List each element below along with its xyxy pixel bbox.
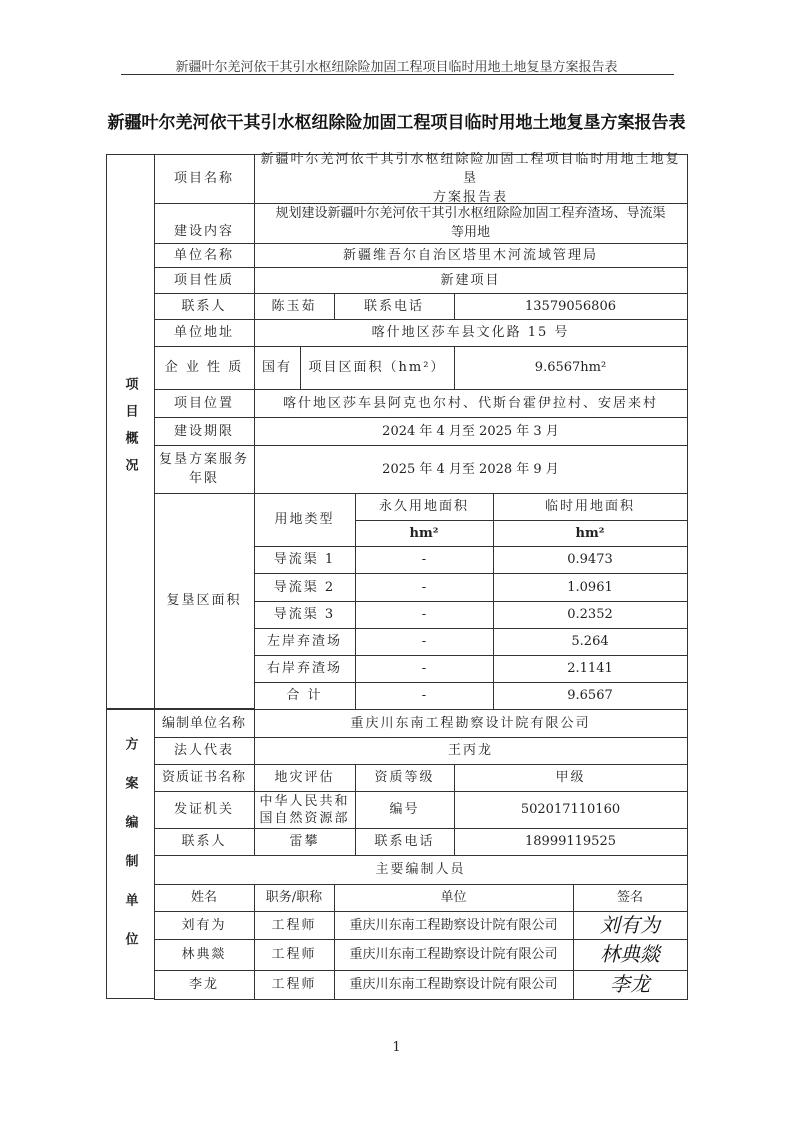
permanent-area-cell: -: [355, 682, 494, 710]
temporary-area-header: 临时用地面积: [493, 493, 688, 521]
org-phone-value: 18999119525: [454, 828, 688, 856]
temporary-area-cell: 9.6567: [493, 682, 688, 710]
contact-label: 联系人: [154, 293, 255, 320]
number-value: 502017110160: [454, 791, 688, 829]
staff-signature: 刘有为: [573, 911, 688, 940]
org-contact-value: 雷攀: [254, 828, 356, 856]
project-name-value: 新疆叶尔羌河依干其引水枢纽除险加固工程项目临时用地土地复垦 方案报告表: [254, 154, 688, 204]
period-label: 建设期限: [154, 417, 255, 446]
temporary-area-cell: 0.9473: [493, 546, 688, 574]
staff-unit: 重庆川东南工程勘察设计院有限公司: [334, 939, 574, 971]
permanent-area-header: 永久用地面积: [355, 493, 494, 521]
land-type-cell: 合 计: [254, 682, 356, 710]
unit-name-value: 新疆维吾尔自治区塔里木河流域管理局: [254, 243, 688, 268]
temporary-area-cell: 0.2352: [493, 601, 688, 629]
page-title: 新疆叶尔羌河依干其引水枢纽除险加固工程项目临时用地土地复垦方案报告表: [107, 113, 686, 133]
service-label: 复垦方案服务 年限: [154, 445, 255, 494]
staff-title: 工程师: [254, 911, 335, 940]
permanent-area-cell: -: [355, 573, 494, 602]
org-value: 重庆川东南工程勘察设计院有限公司: [254, 709, 688, 738]
grade-value: 甲级: [454, 764, 688, 792]
temporary-area-cell: 1.0961: [493, 573, 688, 602]
service-value: 2025 年 4 月至 2028 年 9 月: [254, 445, 688, 494]
org-phone-label: 联系电话: [355, 828, 455, 856]
nature-label: 项目性质: [154, 267, 255, 294]
grade-label: 资质等级: [355, 764, 455, 792]
period-value: 2024 年 4 月至 2025 年 3 月: [254, 417, 688, 446]
phone-label: 联系电话: [334, 293, 455, 320]
temporary-area-cell: 5.264: [493, 628, 688, 656]
running-header: 新疆叶尔羌河依干其引水枢纽除险加固工程项目临时用地土地复垦方案报告表: [175, 60, 618, 75]
staff-header: 主要编制人员: [154, 855, 688, 885]
org-label: 编制单位名称: [154, 709, 255, 738]
construction-value: 规划建设新疆叶尔羌河依干其引水枢纽除险加固工程弃渣场、导流渠 等用地: [254, 203, 688, 244]
cert-label: 资质证书名称: [154, 764, 255, 792]
area-label: 项目区面积（hm²）: [300, 346, 455, 390]
permanent-area-cell: -: [355, 655, 494, 683]
nature-value: 新建项目: [254, 267, 688, 294]
staff-signature: 林典燚: [573, 939, 688, 971]
issuer-label: 发证机关: [154, 791, 255, 829]
staff-name: 林典燚: [154, 939, 255, 971]
permanent-area-cell: -: [355, 546, 494, 574]
temporary-area-cell: 2.1141: [493, 655, 688, 683]
issuer-value: 中华人民共和 国自然资源部: [254, 791, 356, 829]
land-type-header: 用地类型: [254, 493, 356, 547]
staff-name: 刘有为: [154, 911, 255, 940]
location-label: 项目位置: [154, 389, 255, 418]
enterprise-label: 企 业 性 质: [154, 346, 255, 390]
permanent-unit: hm²: [355, 520, 494, 547]
legal-label: 法人代表: [154, 737, 255, 765]
staff-col-name: 姓名: [154, 884, 255, 912]
legal-value: 王丙龙: [254, 737, 688, 765]
project-name-label: 项目名称: [154, 154, 255, 204]
number-label: 编号: [355, 791, 455, 829]
cert-value: 地灾评估: [254, 764, 356, 792]
staff-title: 工程师: [254, 939, 335, 971]
land-type-cell: 导流渠 1: [254, 546, 356, 574]
header-rule: [121, 74, 674, 75]
land-type-cell: 左岸弃渣场: [254, 628, 356, 656]
unit-name-label: 单位名称: [154, 243, 255, 268]
location-value: 喀什地区莎车县阿克也尔村、代斯台霍伊拉村、安居来村: [254, 389, 688, 418]
land-type-cell: 导流渠 2: [254, 573, 356, 602]
area-value: 9.6567hm²: [454, 346, 688, 390]
staff-col-title: 职务/职称: [254, 884, 335, 912]
staff-col-unit: 单位: [334, 884, 574, 912]
enterprise-value: 国有: [254, 346, 301, 390]
section-project-overview: 项目概况: [106, 154, 155, 709]
staff-name: 李龙: [154, 970, 255, 1000]
address-label: 单位地址: [154, 319, 255, 347]
permanent-area-cell: -: [355, 601, 494, 629]
section-plan-organization: 方案编制单位: [106, 709, 155, 999]
page-number: 1: [392, 1040, 401, 1055]
staff-title: 工程师: [254, 970, 335, 1000]
construction-label: 建设内容: [154, 203, 255, 244]
land-type-cell: 导流渠 3: [254, 601, 356, 629]
staff-unit: 重庆川东南工程勘察设计院有限公司: [334, 911, 574, 940]
land-type-cell: 右岸弃渣场: [254, 655, 356, 683]
temporary-unit: hm²: [493, 520, 688, 547]
contact-value: 陈玉茹: [254, 293, 335, 320]
staff-unit: 重庆川东南工程勘察设计院有限公司: [334, 970, 574, 1000]
staff-col-signature: 签名: [573, 884, 688, 912]
org-contact-label: 联系人: [154, 828, 255, 856]
staff-signature: 李龙: [573, 970, 688, 1000]
permanent-area-cell: -: [355, 628, 494, 656]
address-value: 喀什地区莎车县文化路 15 号: [254, 319, 688, 347]
phone-value: 13579056806: [454, 293, 688, 320]
reclaim-area-label: 复垦区面积: [154, 493, 255, 709]
